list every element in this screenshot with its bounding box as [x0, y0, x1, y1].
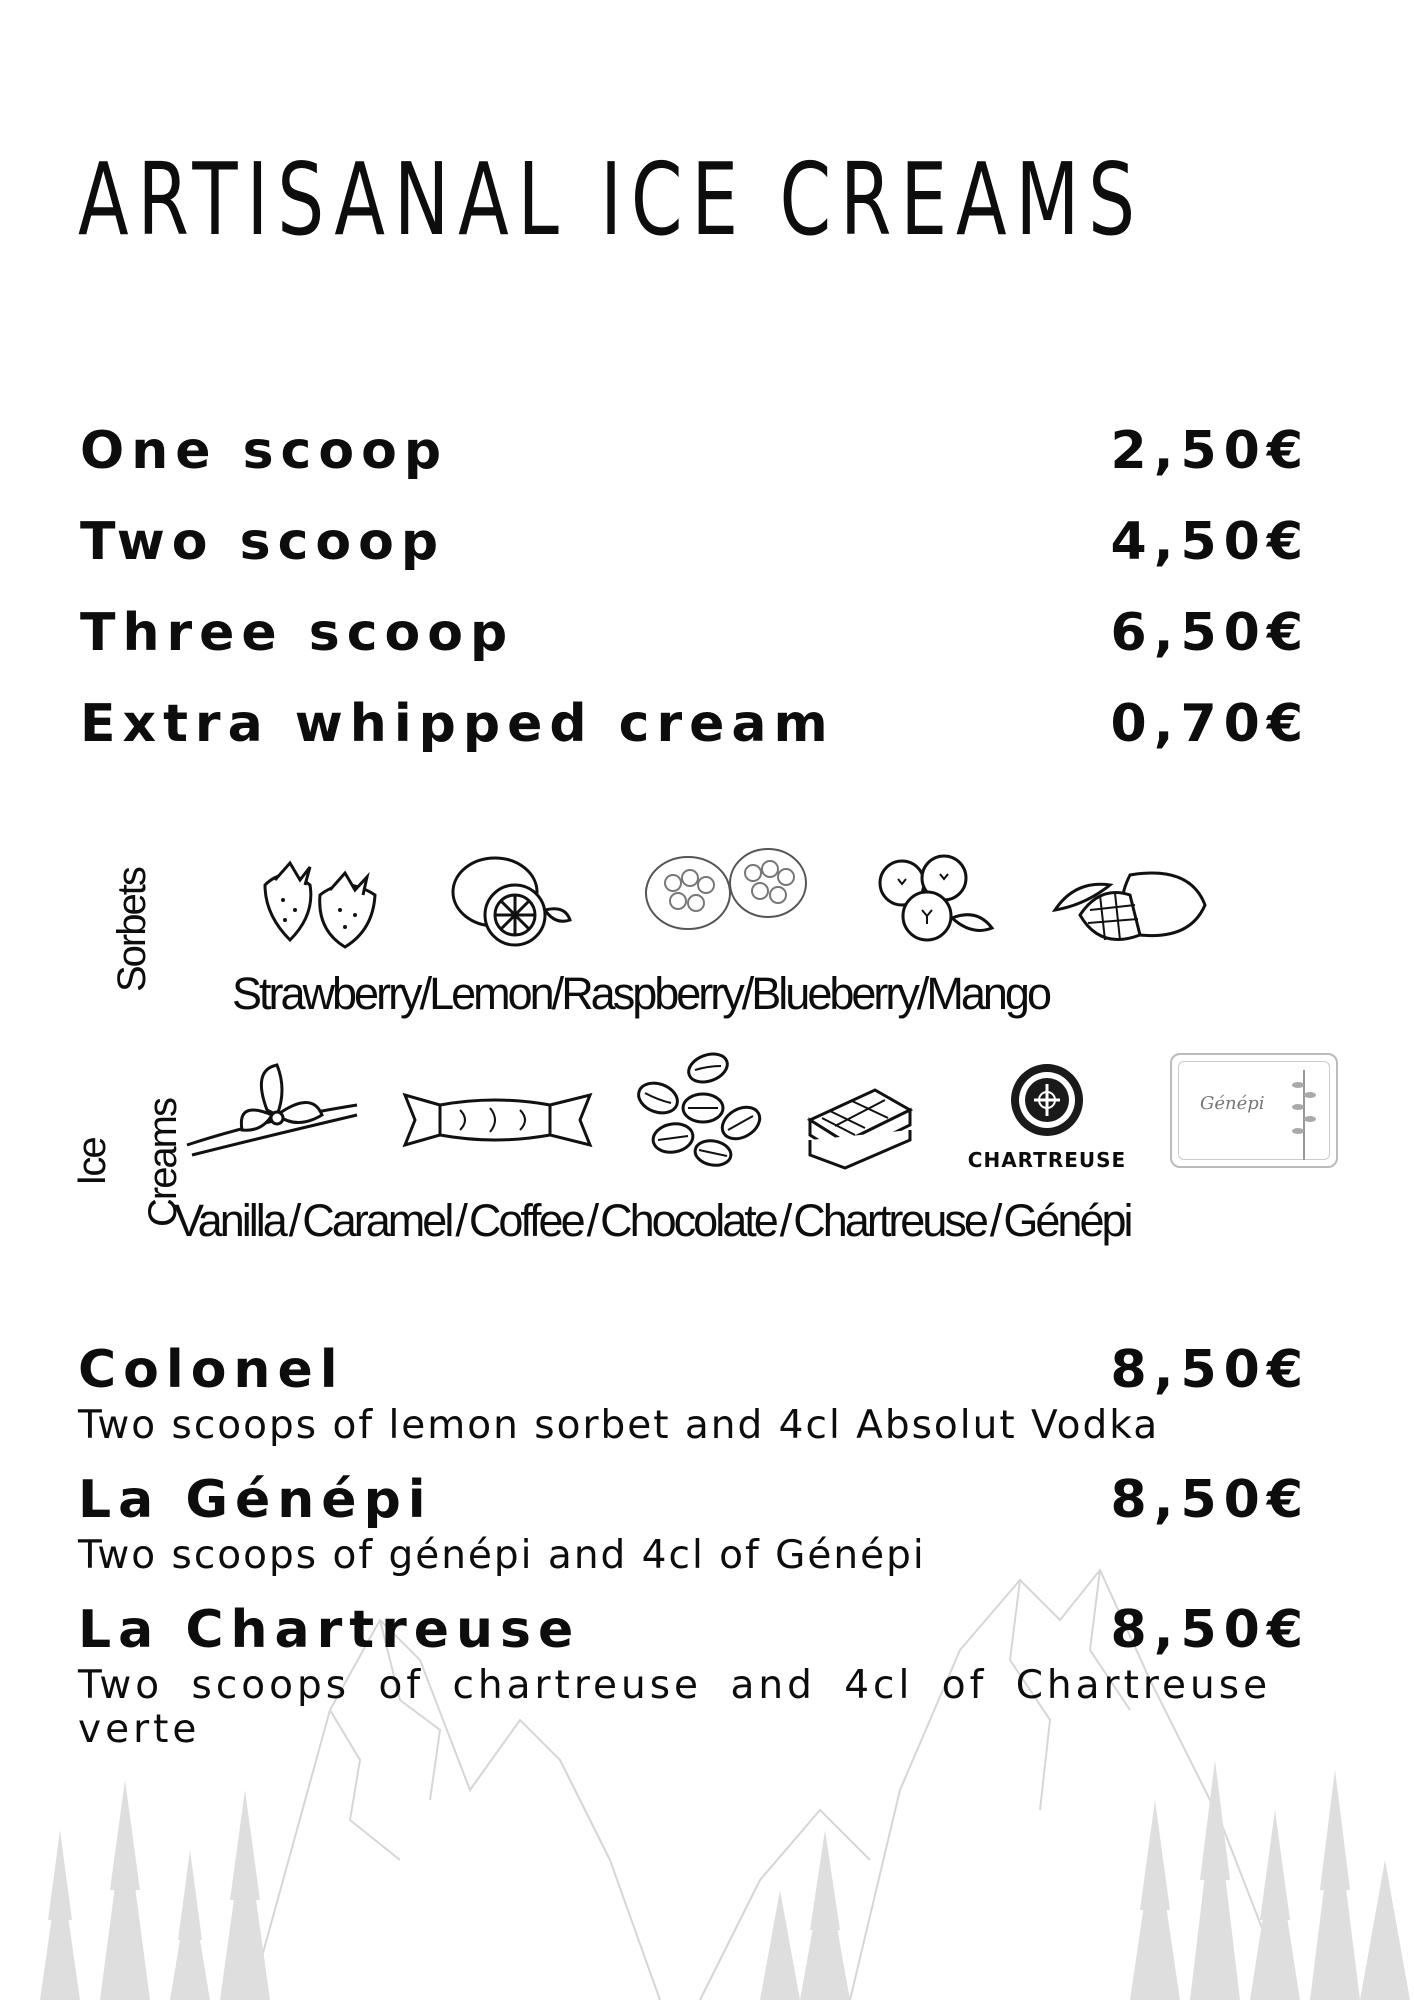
price-value: 0,70€ — [1110, 693, 1310, 754]
menu-title: ARTISANAL ICE CREAMS — [78, 141, 1145, 258]
chartreuse-seal-icon — [962, 1062, 1132, 1142]
flavor-chartreuse: Chartreuse — [793, 1195, 986, 1246]
flavor-lemon: Lemon — [429, 968, 552, 1019]
flavor-caramel: Caramel — [302, 1195, 452, 1246]
price-row-one-scoop — [80, 405, 1310, 496]
price-label: Three scoop — [80, 602, 515, 663]
price-row-two-scoop — [80, 496, 1310, 587]
blueberry-icon — [872, 848, 997, 943]
price-value: 4,50€ — [1110, 511, 1310, 572]
price-label: Two scoop — [80, 511, 446, 572]
coffee-beans-icon — [633, 1048, 768, 1168]
specialty-la-chartreuse — [78, 1600, 1310, 1752]
ice-creams-side-label-1: Ice — [70, 1138, 114, 1186]
specialty-description: Two scoops of chartreuse and 4cl of Chartreuse verte — [78, 1663, 1272, 1752]
price-value: 2,50€ — [1110, 420, 1310, 481]
flavor-vanilla: Vanilla — [174, 1195, 285, 1246]
specialty-price: 8,50€ — [1110, 1470, 1310, 1530]
price-row-three-scoop — [80, 587, 1310, 678]
specialty-list — [78, 1340, 1310, 1774]
sorbets-side-label: Sorbets — [110, 868, 154, 992]
strawberry-icon — [255, 855, 385, 950]
specialty-name: La Génépi — [78, 1470, 433, 1530]
ice-creams-side-label-2: Creams — [141, 1098, 185, 1228]
flavor-blueberry: Blueberry — [751, 968, 917, 1019]
specialty-description: Two scoops of génépi and 4cl of Génépi — [78, 1533, 926, 1578]
specialty-colonel — [78, 1340, 1310, 1448]
flavor-strawberry: Strawberry — [232, 968, 420, 1019]
flavor-raspberry: Raspberry — [561, 968, 742, 1019]
mango-icon — [1050, 855, 1210, 950]
chartreuse-logo-text: CHARTREUSE — [967, 1148, 1127, 1172]
price-label: One scoop — [80, 420, 449, 481]
specialty-name: Colonel — [78, 1340, 345, 1400]
specialty-name: La Chartreuse — [78, 1600, 581, 1660]
price-value: 6,50€ — [1110, 602, 1310, 663]
flavor-mango: Mango — [926, 968, 1049, 1019]
flavor-coffee: Coffee — [468, 1195, 583, 1246]
chocolate-icon — [800, 1080, 915, 1170]
genepi-label-text: Génépi — [1200, 1093, 1265, 1114]
genepi-plant-icon — [1284, 1065, 1324, 1160]
specialty-price: 8,50€ — [1110, 1600, 1310, 1660]
raspberry-icon — [638, 843, 813, 933]
chartreuse-logo — [962, 1062, 1132, 1172]
price-row-extra-whipped-cream — [80, 678, 1310, 769]
flavor-chocolate: Chocolate — [600, 1195, 776, 1246]
specialty-price: 8,50€ — [1110, 1340, 1310, 1400]
vanilla-icon — [182, 1060, 362, 1160]
sorbet-flavor-list: Strawberry/Lemon/Raspberry/Blueberry/Mango — [232, 968, 1049, 1019]
genepi-label — [1170, 1053, 1338, 1168]
caramel-icon — [400, 1090, 595, 1150]
specialty-la-genepi — [78, 1470, 1310, 1578]
price-label: Extra whipped cream — [80, 693, 835, 754]
price-list — [80, 405, 1310, 769]
lemon-icon — [445, 850, 575, 950]
flavor-genepi: Génépi — [1003, 1195, 1131, 1246]
specialty-description: Two scoops of lemon sorbet and 4cl Absolut Vodka — [78, 1403, 1160, 1448]
ice-cream-flavor-list: Vanilla/Caramel/Coffee/Chocolate/Chartreuse/Génépi — [174, 1195, 1131, 1246]
